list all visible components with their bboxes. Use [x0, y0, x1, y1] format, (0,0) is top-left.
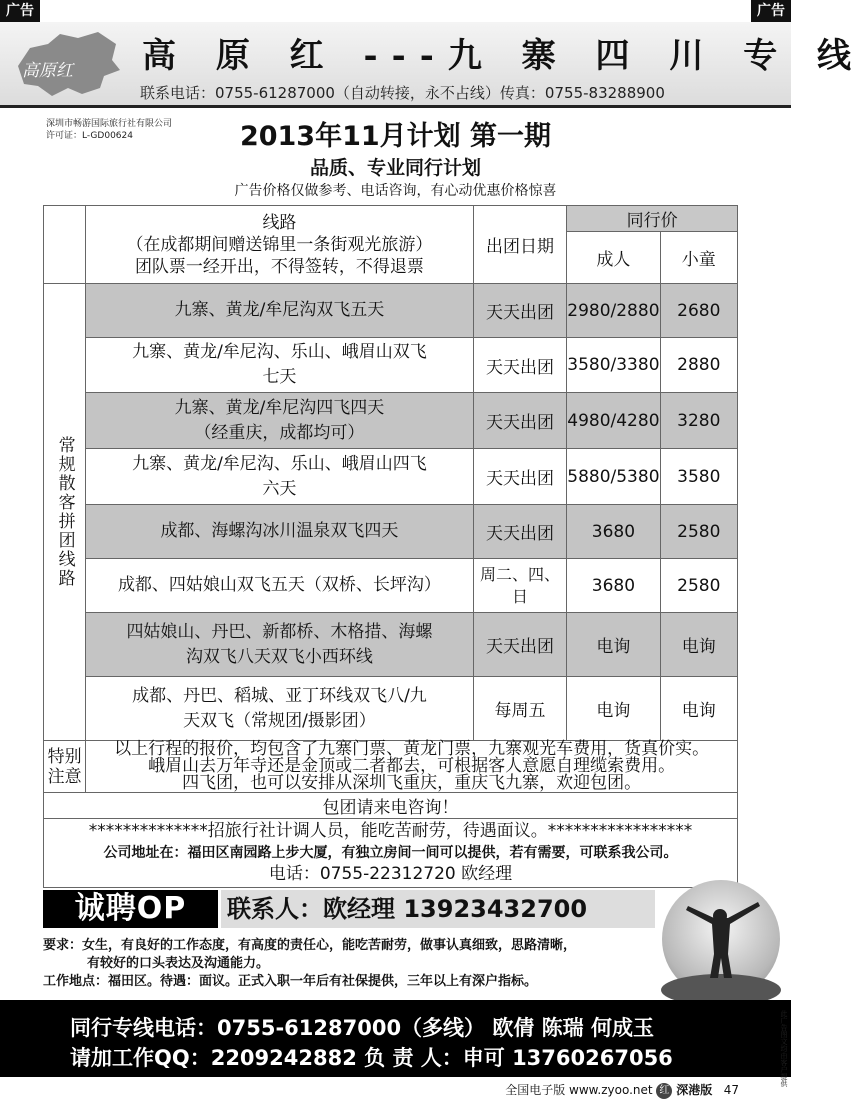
departure-date: 周二、四、日 [473, 559, 567, 613]
child-header: 小童 [660, 232, 737, 284]
brand-title: 高 原 红 ---九 寨 四 川 专 线 [142, 36, 865, 76]
headline: 2013年11月计划 第一期 [239, 121, 552, 152]
special-note-row [44, 741, 738, 793]
ad-tag-right: 广告 [751, 0, 791, 22]
footer-hotline: 同行专线电话：0755-61287000（多线） 欧倩 陈瑞 何成玉 [70, 1016, 654, 1040]
departure-date: 天天出团 [473, 505, 567, 559]
person-photo [662, 880, 780, 998]
departure-date: 天天出团 [473, 613, 567, 677]
adult-price: 电询 [567, 677, 660, 741]
op-recruit-banner [43, 890, 655, 928]
adult-price: 3680 [567, 559, 660, 613]
group-tour-row [44, 793, 738, 819]
departure-date: 每周五 [473, 677, 567, 741]
op-title: 诚聘OP [43, 890, 218, 928]
recruit-block [44, 819, 738, 888]
work-location: 工作地点：福田区。待遇：面议。正式入职一年后有社保提供，三年以上有深户指标。 [43, 974, 538, 989]
table-row [44, 505, 738, 559]
table-corner [44, 206, 86, 284]
route-header-rule: 团队票一经开出，不得签转，不得退票 [134, 256, 424, 277]
china-map-logo [8, 26, 126, 102]
header-contact: 联系电话：0755-61287000（自动转接，永不占线）传真：0755-83288900 [140, 84, 665, 102]
adult-price: 4980/4280 [567, 393, 660, 449]
group-tour-text: 包团请来电咨询！ [44, 793, 738, 819]
agency-license: 许可证：L-GD00624 [46, 131, 133, 141]
page-footer [0, 1080, 791, 1100]
requirement-line-2: 有较好的口头表达及沟通能力。 [87, 956, 270, 971]
child-price: 2680 [660, 284, 737, 338]
route-name: 成都、丹巴、稻城、亚丁环线双飞八/九 天双飞（常规团/摄影团） [86, 677, 474, 741]
date-header: 出团日期 [473, 206, 567, 284]
header-banner [0, 22, 865, 108]
table-row [44, 449, 738, 505]
person-silhouette-icon [662, 880, 780, 998]
subhead: 品质、专业同行计划 [309, 157, 481, 179]
route-name: 成都、四姑娘山双飞五天（双桥、长坪沟） [86, 559, 474, 613]
side-label: 常规散客拼团线路 [44, 284, 86, 741]
price-header: 同行价 [567, 206, 738, 232]
phone-line: 电话：0755-22312720 欧经理 [268, 864, 513, 884]
child-price: 电询 [660, 677, 737, 741]
adult-price: 2980/2880 [567, 284, 660, 338]
op-requirements [43, 937, 663, 991]
child-price: 2580 [660, 505, 737, 559]
adult-price: 5880/5380 [567, 449, 660, 505]
route-header [86, 206, 474, 284]
departure-date: 天天出团 [473, 449, 567, 505]
child-price: 2880 [660, 338, 737, 393]
route-name: 九寨、黄龙/牟尼沟、乐山、峨眉山四飞 六天 [86, 449, 474, 505]
site-link[interactable]: 全国电子版 www.zyoo.net [505, 1083, 653, 1097]
agency-name: 深圳市畅游国际旅行社有限公司 [46, 119, 173, 129]
special-label: 特别注意 [44, 741, 86, 793]
route-header-gift: （在成都期间赠送锦里一条街观光旅游） [126, 234, 433, 255]
table-row [44, 393, 738, 449]
adult-price: 电询 [567, 613, 660, 677]
recruit-line: **************招旅行社计调人员，能吃苦耐劳，待遇面议。***************** [88, 821, 693, 841]
adult-price: 3680 [567, 505, 660, 559]
table-row [44, 284, 738, 338]
departure-date: 天天出团 [473, 284, 567, 338]
route-name: 四姑娘山、丹巴、新都桥、木格措、海螺 沟双飞八天双飞小西环线 [86, 613, 474, 677]
table-row [44, 677, 738, 741]
route-price-table [43, 205, 738, 888]
route-name: 成都、海螺沟冰川温泉双飞四天 [86, 505, 474, 559]
edition: 深港版 [676, 1083, 713, 1097]
requirement-line-1: 要求：女生，有良好的工作态度，有高度的责任心，能吃苦耐劳，做事认真细致，思路清晰， [43, 938, 577, 953]
departure-date: 天天出团 [473, 393, 567, 449]
child-price: 3280 [660, 393, 737, 449]
route-header-title: 线路 [262, 212, 297, 233]
ad-tag-left: 广告 [0, 0, 40, 22]
route-name: 九寨、黄龙/牟尼沟双飞五天 [86, 284, 474, 338]
logo-text: 高原红 [22, 61, 73, 81]
child-price: 2580 [660, 559, 737, 613]
table-row [44, 338, 738, 393]
special-note: 以上行程的报价，均包含了九寨门票、黄龙门票，九寨观光车费用，货真价实。 峨眉山去万年寺还是金顶或二者都去，可根据客人意愿自理缆索费用。 四飞团，也可以安排从深圳飞重庆，重庆飞九寨，欢迎包团。 [86, 741, 738, 793]
route-name: 九寨、黄龙/牟尼沟、乐山、峨眉山双飞 七天 [86, 338, 474, 393]
departure-date: 天天出团 [473, 338, 567, 393]
side-disclaimer: 此广告图文均由客户提供 [780, 1010, 788, 1087]
badge-icon: 红 [656, 1083, 672, 1099]
address-line: 公司地址在：福田区南园路上步大厦，有独立房间一间可以提供，若有需要，可联系我公司。 [103, 845, 678, 861]
table-row [44, 613, 738, 677]
footer-qq: 请加工作QQ：2209242882 负 责 人：申可 13760267056 [70, 1046, 673, 1070]
recruit-row [44, 819, 738, 888]
page-number: 47 [723, 1083, 739, 1097]
adult-header: 成人 [567, 232, 660, 284]
op-contact: 联系人：欧经理 13923432700 [221, 890, 655, 928]
child-price: 电询 [660, 613, 737, 677]
footer-contact-bar [0, 1000, 791, 1077]
child-price: 3580 [660, 449, 737, 505]
price-note: 广告价格仅做参考、电话咨询，有心动优惠价格惊喜 [234, 183, 557, 199]
adult-price: 3580/3380 [567, 338, 660, 393]
table-row [44, 559, 738, 613]
route-name: 九寨、黄龙/牟尼沟四飞四天 （经重庆，成都均可） [86, 393, 474, 449]
